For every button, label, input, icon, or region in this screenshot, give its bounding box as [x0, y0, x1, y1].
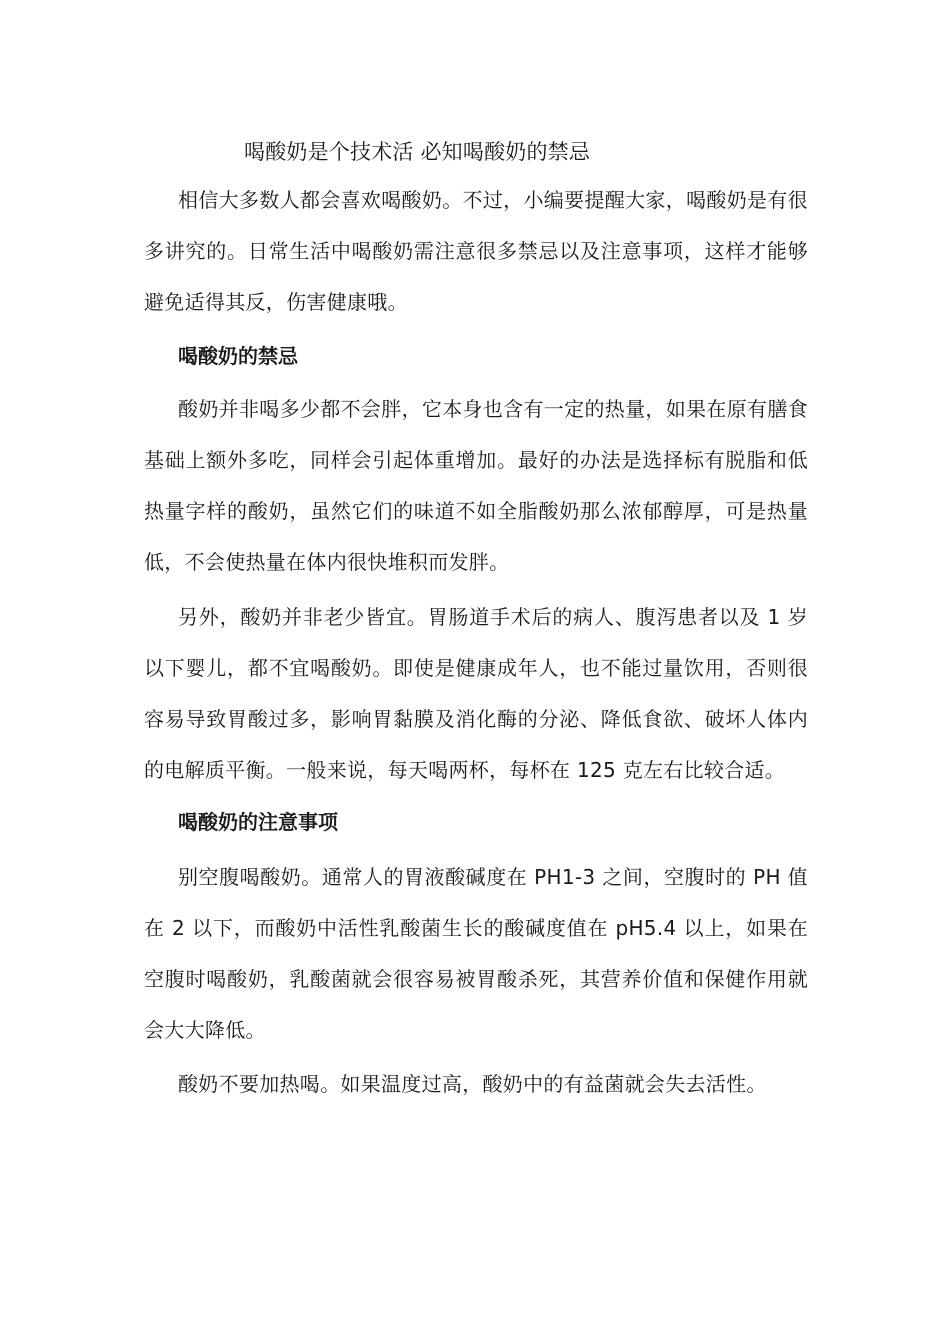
document-title: 喝酸奶是个技术活 必知喝酸奶的禁忌 [244, 140, 591, 164]
taboos-paragraph-1: 酸奶并非喝多少都不会胖，它本身也含有一定的热量，如果在原有膳食基础上额外多吃，同样会引起体重增加。最好的办法是选择标有脱脂和低热量字样的酸奶，虽然它们的味道不如全脂酸奶那么浓郁醇厚，可是热量低，不会使热量在体内很快堆积而发胖。 [144, 397, 808, 574]
intro-paragraph: 相信大多数人都会喜欢喝酸奶。不过，小编要提醒大家，喝酸奶是有很多讲究的。日常生活中喝酸奶需注意很多禁忌以及注意事项，这样才能够避免适得其反，伤害健康哦。 [144, 188, 808, 314]
precautions-paragraph-1: 别空腹喝酸奶。通常人的胃液酸碱度在 PH1-3 之间，空腹时的 PH 值在 2 以下，而酸奶中活性乳酸菌生长的酸碱度值在 pH5.4 以上，如果在空腹时喝酸奶，乳酸菌就会很容易被胃酸杀死，其营养价值和保健作用就会大大降低。 [144, 865, 808, 1042]
section-heading-precautions: 喝酸奶的注意事项 [178, 810, 338, 834]
section-heading-taboos: 喝酸奶的禁忌 [178, 344, 298, 368]
taboos-paragraph-2: 另外，酸奶并非老少皆宜。胃肠道手术后的病人、腹泻患者以及 1 岁以下婴儿，都不宜喝酸奶。即使是健康成年人，也不能过量饮用，否则很容易导致胃酸过多，影响胃黏膜及消化酶的分泌、降低食欲、破坏人体内的电解质平衡。一般来说，每天喝两杯，每杯在 125 克左右比较合适。 [144, 605, 808, 782]
precautions-paragraph-2: 酸奶不要加热喝。如果温度过高，酸奶中的有益菌就会失去活性。 [178, 1072, 767, 1096]
